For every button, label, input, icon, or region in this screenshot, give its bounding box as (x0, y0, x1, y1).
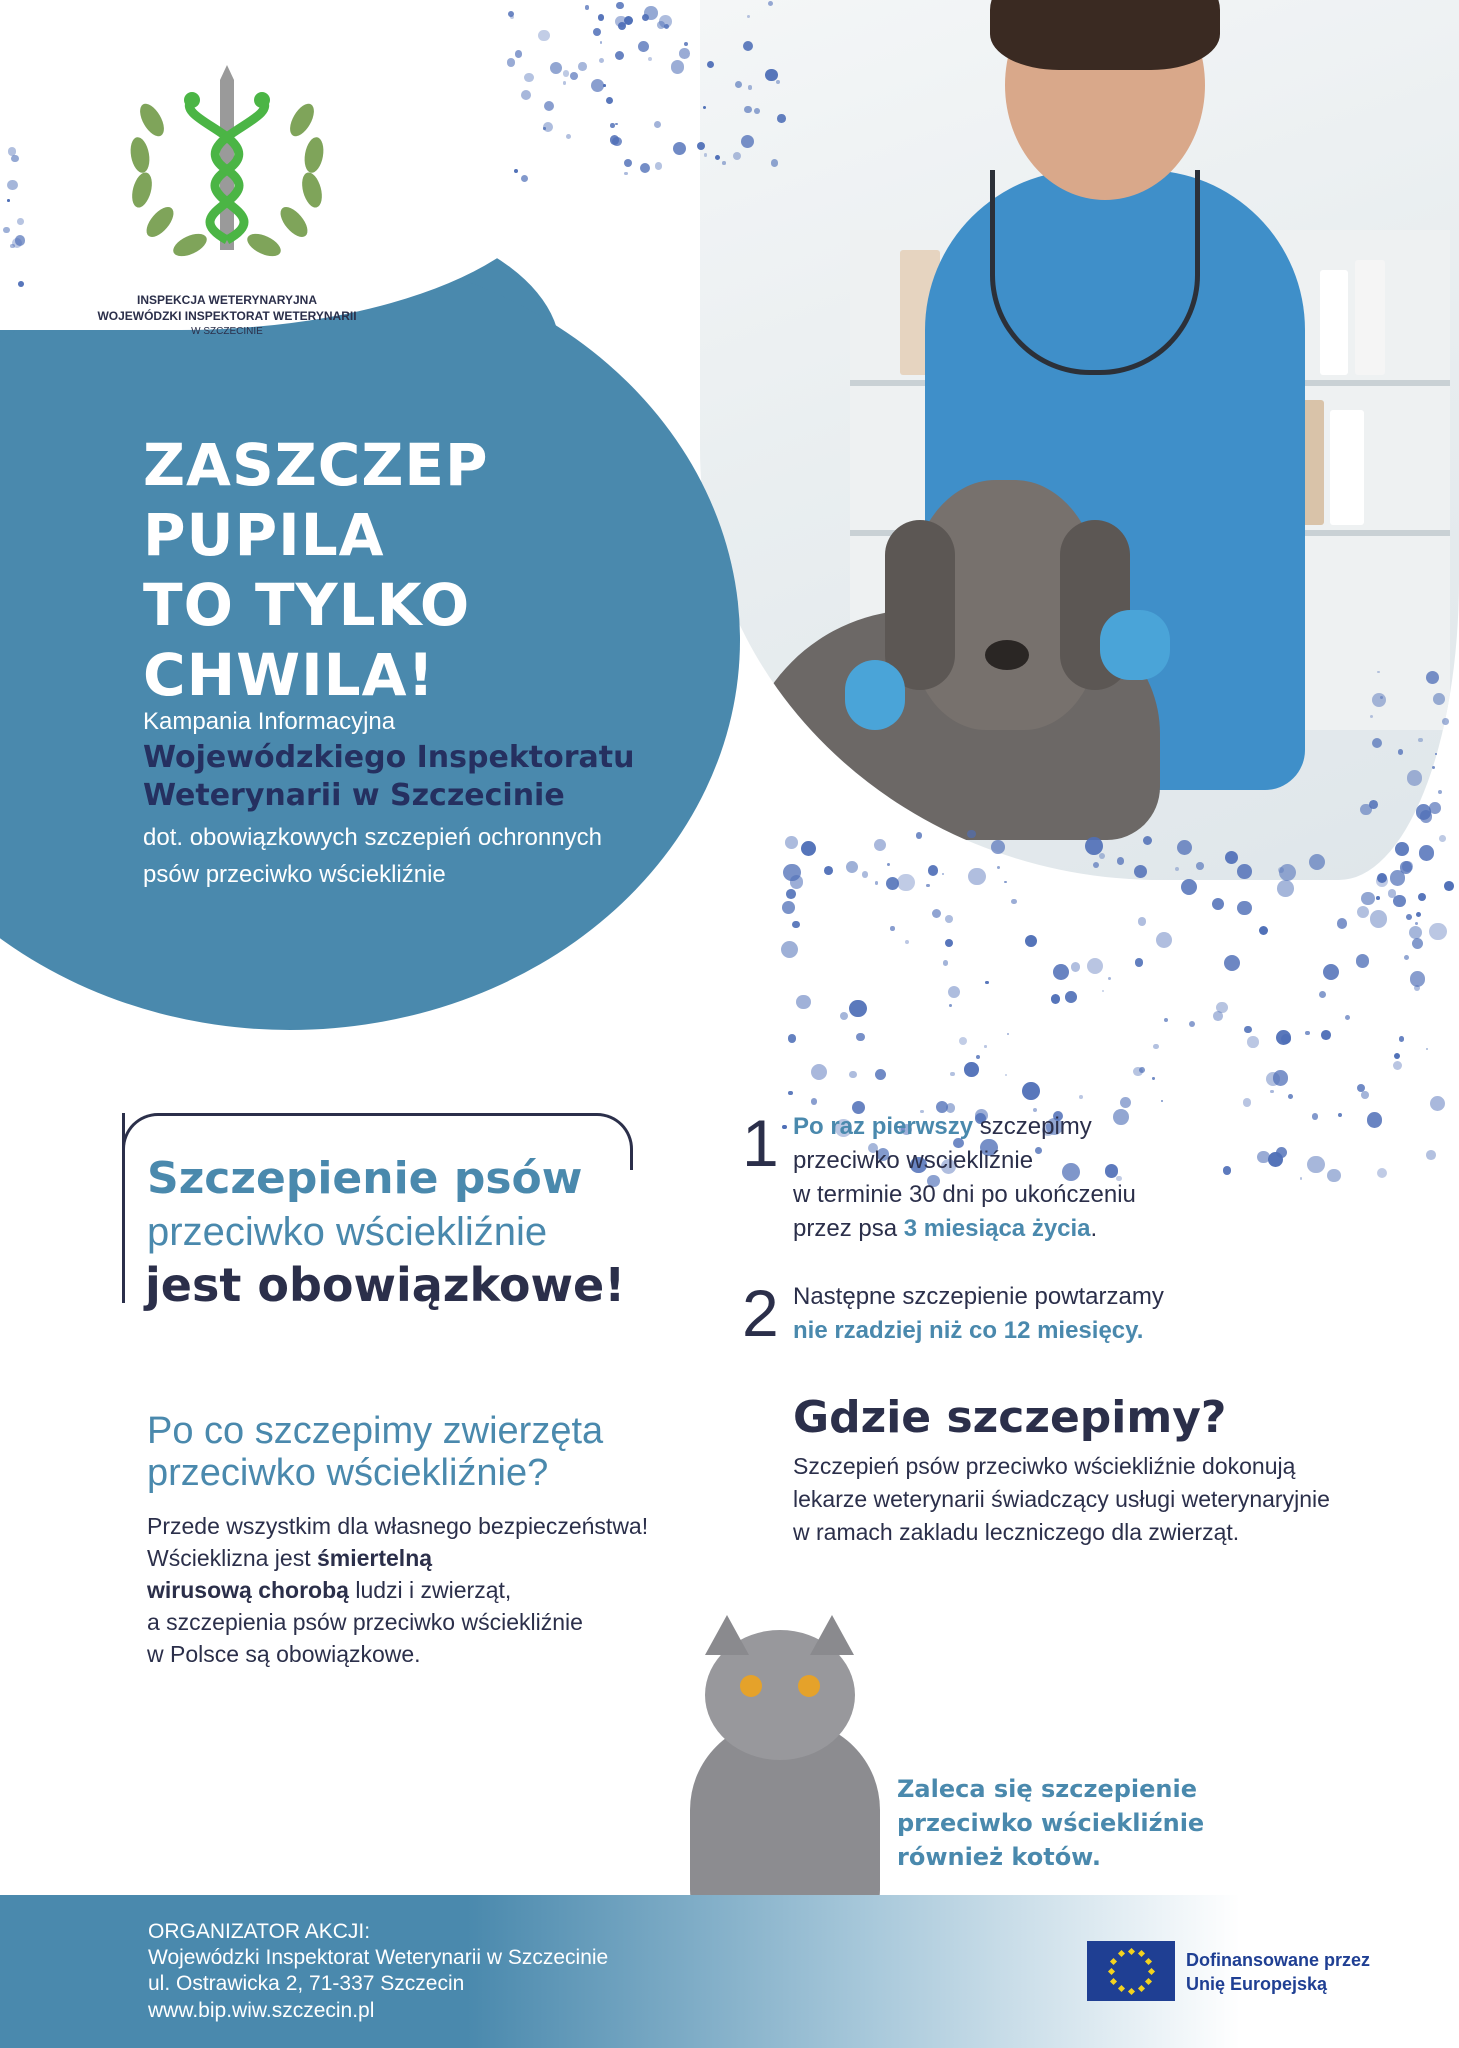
why-line4: a szczepienia psów przeciwko wściekliźnie (147, 1609, 583, 1635)
decorative-dot (1288, 1094, 1293, 1099)
decorative-dot (610, 123, 615, 128)
decorative-dot (1426, 1048, 1428, 1050)
decorative-dot (1432, 766, 1435, 769)
decorative-dot (1004, 881, 1006, 883)
decorative-dot (1259, 926, 1269, 936)
decorative-dot (671, 60, 685, 74)
dog-ear-left (885, 520, 955, 690)
decorative-dot (8, 147, 16, 155)
campaign-org-line1: Wojewódzkiego Inspektoratu (143, 740, 635, 775)
decorative-dot (1164, 1018, 1168, 1022)
decorative-dot (599, 58, 604, 63)
decorative-dot (1393, 895, 1406, 908)
decorative-dot (640, 163, 650, 173)
decorative-dot (1268, 1152, 1283, 1167)
eu-star-icon (1117, 1985, 1124, 1992)
decorative-dot (1312, 1113, 1318, 1119)
decorative-dot (1051, 994, 1061, 1004)
decorative-dot (624, 159, 632, 167)
logo-text-line3: W SZCZECINIE (191, 326, 263, 337)
decorative-dot (1277, 880, 1294, 897)
decorative-dot (1367, 1112, 1383, 1128)
decorative-dot (1419, 845, 1435, 861)
decorative-dot (856, 1033, 865, 1042)
dog-nose (985, 640, 1029, 670)
step-2-text (793, 1280, 1253, 1348)
decorative-dot (1321, 1030, 1331, 1040)
decorative-dot (942, 873, 944, 875)
footer-address: ul. Ostrawicka 2, 71-337 Szczecin (148, 1972, 465, 1995)
decorative-dot (524, 73, 533, 82)
decorative-dot (782, 1125, 787, 1130)
decorative-dot (615, 51, 624, 60)
step-1-text (793, 1110, 1253, 1246)
decorative-dot (741, 135, 754, 148)
step-1-number: 1 (742, 1106, 779, 1180)
decorative-dot (578, 62, 586, 70)
decorative-dot (932, 909, 941, 918)
eu-funding-text (1186, 1948, 1370, 1996)
decorative-dot (615, 16, 627, 28)
decorative-dot (1237, 864, 1252, 879)
decorative-dot (1135, 958, 1143, 966)
decorative-dot (849, 1000, 866, 1017)
footer-label: ORGANIZATOR AKCJI: (148, 1920, 371, 1943)
decorative-dot (1305, 1031, 1310, 1036)
decorative-dot (679, 48, 690, 59)
decorative-dot (1372, 693, 1386, 707)
decorative-dot (1345, 1015, 1350, 1020)
decorative-dot (1099, 853, 1105, 859)
decorative-dot (538, 30, 549, 41)
mandatory-line2: przeciwko wściekliźnie (147, 1210, 548, 1254)
why-line1: Przede wszystkim dla własnego bezpieczeństwa! (147, 1513, 649, 1539)
eu-line2: Unię Europejską (1186, 1974, 1328, 1994)
decorative-dot (624, 172, 627, 175)
decorative-dot (782, 901, 795, 914)
decorative-dot (1398, 749, 1403, 754)
decorative-dot (1337, 918, 1348, 929)
decorative-dot (1152, 1077, 1154, 1079)
decorative-dot (600, 41, 603, 44)
eu-star-icon (1117, 1950, 1124, 1957)
why-line2a: Wścieklizna jest (147, 1545, 317, 1571)
decorative-dot (1370, 910, 1387, 927)
decorative-dot (945, 939, 953, 947)
decorative-dot (1177, 840, 1192, 855)
decorative-dot (976, 1055, 980, 1059)
decorative-dot (862, 871, 869, 878)
eu-star-icon (1127, 1947, 1134, 1954)
decorative-dot (1416, 804, 1432, 820)
decorative-dot (1087, 958, 1103, 974)
decorative-dot (655, 162, 662, 169)
where-line3: w ramach zakladu leczniczego dla zwierząt. (793, 1519, 1240, 1545)
decorative-dot (747, 15, 750, 18)
step-1-line4c: . (1090, 1215, 1098, 1242)
where-title: Gdzie szczepimy? (793, 1392, 1227, 1443)
decorative-dot (1138, 917, 1147, 926)
decorative-dot (722, 161, 726, 165)
logo-text-line1: INSPEKCJA WETERYNARYJNA (136, 293, 318, 307)
vet-glove-left (1100, 610, 1170, 680)
decorative-dot (1134, 865, 1147, 878)
decorative-dot (1181, 879, 1197, 895)
decorative-dot (928, 865, 938, 875)
decorative-dot (1053, 964, 1069, 980)
decorative-dot (849, 1071, 856, 1078)
decorative-dot (1442, 718, 1448, 724)
where-body (793, 1450, 1413, 1549)
vet-glove-right (845, 660, 905, 730)
decorative-dot (1278, 867, 1284, 873)
step-1-line4b: 3 miesiąca życia (903, 1215, 1091, 1242)
cats-note (897, 1772, 1204, 1874)
decorative-dot (875, 881, 878, 884)
decorative-dot (1102, 990, 1104, 992)
decorative-dot (543, 122, 553, 132)
decorative-dot (824, 866, 833, 875)
decorative-dot (1376, 896, 1380, 900)
decorative-dot (1079, 1095, 1083, 1099)
decorative-dot (1011, 899, 1017, 905)
decorative-dot (1071, 962, 1081, 972)
decorative-dot (1120, 1097, 1131, 1108)
decorative-dot (1418, 893, 1426, 901)
decorative-dot (1361, 892, 1374, 905)
decorative-dot (1438, 790, 1442, 794)
decorative-dot (991, 840, 1005, 854)
eu-star-icon (1145, 1957, 1152, 1964)
decorative-dot (644, 6, 658, 20)
decorative-dot (1370, 715, 1373, 718)
decorative-dot (1429, 923, 1447, 941)
decorative-dot (664, 24, 669, 29)
why-title-line2: przeciwko wściekliźnie? (147, 1452, 549, 1494)
decorative-dot (874, 839, 886, 851)
mandatory-line3: jest obowiązkowe! (145, 1258, 626, 1312)
decorative-dot (17, 218, 23, 224)
headline-line-3: TO TYLKO (143, 571, 471, 639)
why-title-line1: Po co szczepimy zwierzęta (147, 1410, 604, 1452)
footer-org: Wojewódzki Inspektorat Weterynarii w Szczecinie (148, 1946, 609, 1969)
decorative-dot (1357, 906, 1370, 919)
decorative-dot (785, 836, 797, 848)
decorative-dot (1156, 932, 1172, 948)
headline-line-2: PUPILA (143, 501, 385, 569)
decorative-dot (638, 41, 649, 52)
decorative-dot (788, 1034, 797, 1043)
decorative-dot (897, 874, 915, 892)
step-1-line2: przeciwko wsciekliźnie (793, 1147, 1034, 1174)
decorative-dot (1390, 870, 1405, 885)
decorative-dot (1327, 1169, 1340, 1182)
decorative-dot (1406, 914, 1412, 920)
decorative-dot (926, 884, 929, 887)
decorative-dot (1108, 977, 1112, 981)
eu-star-icon (1147, 1967, 1154, 1974)
decorative-dot (811, 1064, 827, 1080)
decorative-dot (959, 1037, 967, 1045)
eu-star-icon (1137, 1985, 1144, 1992)
decorative-dot (606, 97, 613, 104)
decorative-dot (846, 861, 858, 873)
decorative-dot (1300, 1177, 1303, 1180)
hero-photo-vet-with-dog (700, 0, 1459, 880)
decorative-dot (598, 14, 604, 20)
decorative-dot (777, 114, 786, 123)
decorative-dot (1338, 1113, 1342, 1117)
eu-star-icon (1137, 1950, 1144, 1957)
decorative-dot (648, 57, 652, 61)
eu-star-icon (1110, 1957, 1117, 1964)
decorative-dot (1161, 1100, 1163, 1102)
decorative-dot (1139, 1067, 1145, 1073)
decorative-dot (1270, 1090, 1273, 1093)
mandatory-box-notch (125, 1283, 128, 1303)
decorative-dot (697, 142, 705, 150)
decorative-dot (684, 42, 688, 46)
decorative-dot (1394, 1053, 1400, 1059)
decorative-dot (1435, 753, 1437, 755)
decorative-dot (1430, 1096, 1445, 1111)
decorative-dot (1243, 1098, 1252, 1107)
mandatory-line1: Szczepienie psów (147, 1153, 583, 1204)
decorative-dot (1005, 1074, 1007, 1076)
why-line5: w Polsce są obowiązkowe. (147, 1641, 421, 1667)
decorative-dot (1377, 1168, 1387, 1178)
veterinary-inspection-logo (112, 60, 342, 280)
decorative-dot (508, 11, 514, 17)
decorative-dot (801, 841, 817, 857)
decorative-dot (1085, 837, 1103, 855)
step-1-line3: w terminie 30 dni po ukończeniu (793, 1181, 1136, 1208)
decorative-dot (945, 915, 953, 923)
decorative-dot (654, 121, 661, 128)
eu-flag-icon (1087, 1941, 1175, 2001)
decorative-dot (7, 199, 10, 202)
decorative-dot (788, 1091, 792, 1095)
campaign-org-line2: Weterynarii w Szczecinie (143, 778, 565, 813)
decorative-dot (943, 960, 949, 966)
eu-star-icon (1145, 1977, 1152, 1984)
decorative-dot (887, 863, 890, 866)
decorative-dot (1426, 1150, 1436, 1160)
step-1-bold: Po raz pierwszy (793, 1113, 974, 1140)
decorative-dot (1065, 991, 1077, 1003)
decorative-dot (964, 1062, 979, 1077)
decorative-dot (1224, 955, 1240, 971)
cat-image (670, 1610, 900, 1940)
decorative-dot (949, 1004, 952, 1007)
decorative-dot (748, 85, 753, 90)
footer-url[interactable]: www.bip.wiw.szczecin.pl (148, 1999, 375, 2022)
decorative-dot (792, 921, 800, 929)
decorative-dot (1412, 938, 1423, 949)
logo-text-line2: WOJEWÓDZKI INSPEKTORAT WETERYNARII (97, 309, 357, 323)
decorative-dot (563, 70, 570, 77)
decorative-dot (1323, 964, 1339, 980)
decorative-dot (1319, 991, 1326, 998)
decorative-dot (1153, 1044, 1159, 1050)
campaign-desc-line1: dot. obowiązkowych szczepień ochronnych (143, 824, 602, 851)
decorative-dot (3, 227, 10, 234)
decorative-dot (563, 81, 567, 85)
decorative-dot (1416, 912, 1421, 917)
decorative-dot (1117, 857, 1124, 864)
decorative-dot (1404, 955, 1410, 961)
decorative-dot (783, 864, 801, 882)
why-line3b: ludzi i zwierząt, (348, 1577, 512, 1603)
step-1-line4a: przez psa (793, 1215, 904, 1242)
eu-line1: Dofinansowane przez (1186, 1950, 1371, 1970)
eu-star-icon (1110, 1977, 1117, 1984)
decorative-dot (1007, 1033, 1009, 1035)
decorative-dot (968, 868, 986, 886)
decorative-dot (1376, 875, 1388, 887)
decorative-dot (616, 2, 624, 10)
decorative-dot (754, 108, 760, 114)
decorative-dot (905, 940, 909, 944)
decorative-dot (1415, 922, 1418, 925)
decorative-dot (550, 62, 562, 74)
decorative-dot (1361, 1091, 1369, 1099)
decorative-dot (1247, 1036, 1259, 1048)
step-2-line1: Następne szczepienie powtarzamy (793, 1283, 1164, 1310)
decorative-dot (997, 866, 1001, 870)
decorative-dot (715, 155, 720, 160)
step-2-number: 2 (742, 1276, 779, 1350)
where-line1: Szczepień psów przeciwko wściekliźnie dokonują (793, 1453, 1296, 1479)
decorative-dot (1022, 1082, 1040, 1100)
eu-star-icon (1127, 1987, 1134, 1994)
decorative-dot (585, 5, 589, 9)
decorative-dot (1444, 881, 1454, 891)
decorative-dot (811, 1098, 817, 1104)
why-title (147, 1410, 603, 1494)
decorative-dot (984, 1045, 986, 1047)
cats-line2: przeciwko wściekliźnie (897, 1809, 1205, 1837)
decorative-dot (840, 1012, 848, 1020)
decorative-dot (948, 986, 960, 998)
decorative-dot (1189, 1021, 1196, 1028)
decorative-dot (1307, 1156, 1324, 1173)
decorative-dot (744, 106, 751, 113)
decorative-dot (593, 28, 602, 37)
cats-line3: również kotów. (897, 1843, 1101, 1871)
decorative-dot (1399, 1036, 1404, 1041)
decorative-dot (7, 180, 18, 191)
decorative-dot (1356, 954, 1369, 967)
decorative-dot (521, 90, 531, 100)
decorative-dot (1395, 842, 1409, 856)
decorative-dot (1439, 835, 1446, 842)
campaign-label: Kampania Informacyjna (143, 708, 396, 735)
headline-line-4: CHWILA! (143, 641, 435, 709)
decorative-dot (875, 1069, 887, 1081)
decorative-dot (1414, 985, 1420, 991)
decorative-dot (566, 134, 571, 139)
campaign-desc-line2: psów przeciwko wściekliźnie (143, 861, 446, 888)
decorative-dot (950, 1072, 954, 1076)
decorative-dot (985, 981, 989, 985)
vet-hair (990, 0, 1220, 70)
decorative-dot (786, 889, 796, 899)
why-line2b: śmiertelną (316, 1545, 433, 1571)
decorative-dot (967, 830, 975, 838)
stethoscope-icon (990, 170, 1200, 375)
decorative-dot (1244, 1026, 1252, 1034)
decorative-dot (1212, 898, 1224, 910)
decorative-dot (18, 281, 24, 287)
headline-line-1: ZASZCZEP (143, 431, 489, 499)
mandatory-box-left-edge (122, 1113, 125, 1303)
decorative-dot (673, 142, 686, 155)
decorative-dot (1143, 836, 1152, 845)
where-line2: lekarze weterynarii świadczący usługi weterynaryjnie (793, 1486, 1330, 1512)
hero-headline (143, 430, 663, 710)
decorative-dot (781, 941, 798, 958)
step-1-text1: szczepimy (973, 1113, 1092, 1140)
step-2-bold: nie rzadziej niż co 12 miesięcy. (793, 1317, 1144, 1344)
decorative-dot (1237, 901, 1251, 915)
decorative-dot (570, 72, 578, 80)
decorative-dot (1196, 862, 1204, 870)
eu-star-icon (1107, 1967, 1114, 1974)
why-line3a: wirusową chorobą (147, 1577, 349, 1603)
decorative-dot (1393, 1061, 1402, 1070)
decorative-dot (1213, 1011, 1223, 1021)
decorative-dot (615, 123, 618, 126)
decorative-dot (1407, 770, 1423, 786)
decorative-dot (796, 995, 811, 1010)
decorative-dot (1281, 1034, 1291, 1044)
why-body (147, 1510, 747, 1670)
decorative-dot (1025, 935, 1037, 947)
cats-line1: Zaleca się szczepienie (897, 1775, 1198, 1803)
decorative-dot (603, 84, 606, 87)
decorative-dot (890, 926, 894, 930)
